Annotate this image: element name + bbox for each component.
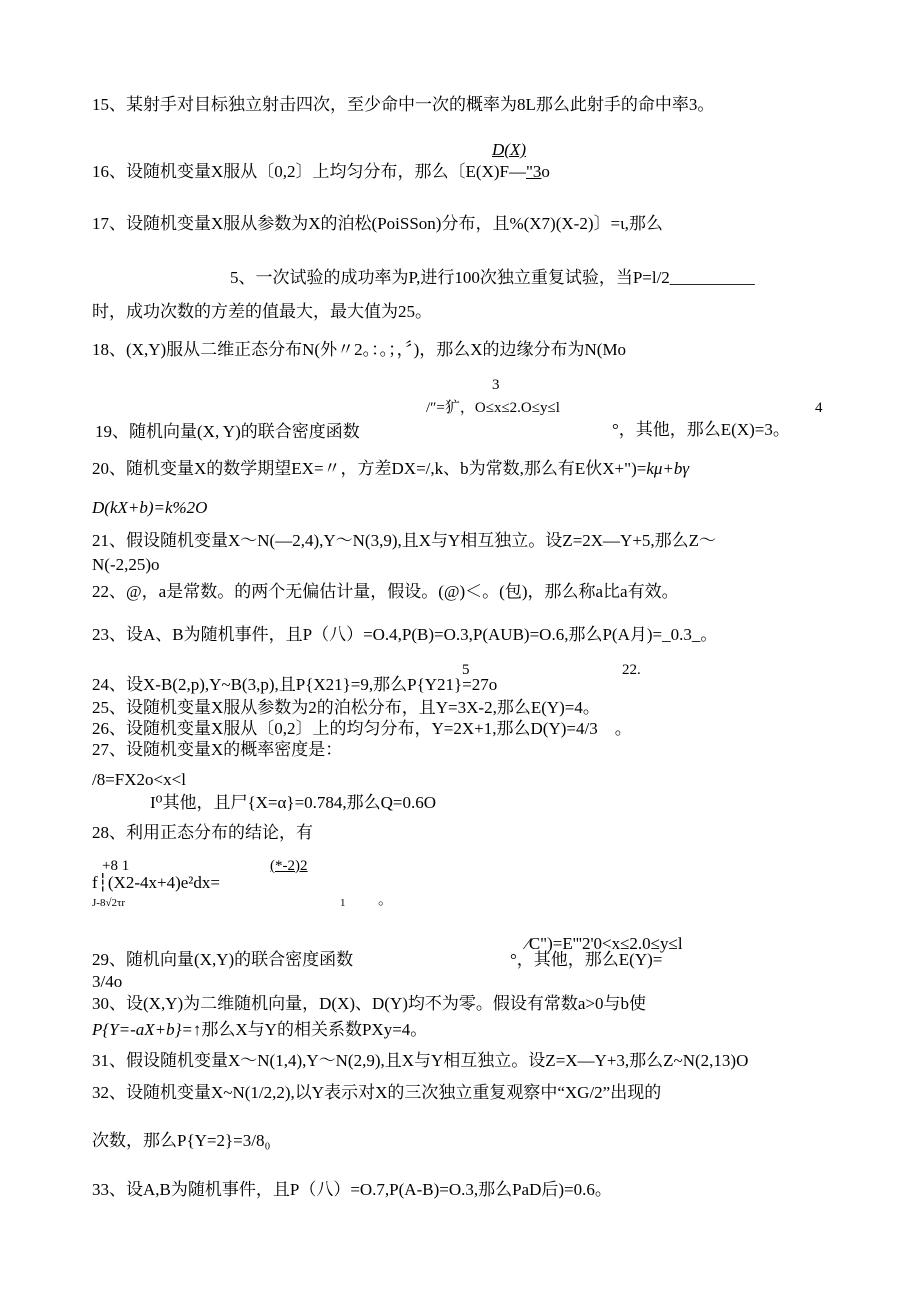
q19-superscript: 3 [492,377,500,393]
q28-exponent: (*-2)2 [270,858,308,874]
q29-answer: 3/4o [92,972,123,991]
q28-lower-limit: J-8√2τr [92,897,126,909]
q29-density-formula: ⁄C")=E'''2'0<x≤2.0≤y≤l [526,934,683,953]
q24-number-5: 5 [462,662,470,678]
question-32-line2: 次数，那么P{Y=2}=3/8₀ [92,1131,271,1150]
question-24: 24、设X-B(2,p),Y~B(3,p),且P{X21}=9,那么P{Y21}=27o [92,675,498,694]
question-26: 26、设随机变量X服从〔0,2〕上的均匀分布，Y=2X+1,那么D(Y)=4/3 。 [92,719,632,738]
question-23: 23、设A、B为随机事件，且P（八）=O.4,P(B)=O.3,P(AUB)=O.6,那么P(A月)=_0.3_。 [92,625,718,644]
q27-density: /8=FX2o<x<l [92,770,186,789]
question-31: 31、假设随机变量X～N(1,4),Y～N(2,9),且X与Y相互独立。设Z=X—Y+3,那么Z~N(2,13)O [92,1051,749,1070]
question-30-line1: 30、设(X,Y)为二维随机向量，D(X)、D(Y)均不为零。假设有常数a>0与b使 [92,994,647,1013]
question-25: 25、设随机变量X服从参数为2的泊松分布，且Y=3X-2,那么E(Y)=4。 [92,698,600,717]
question-5-line1: 5、一次试验的成功率为P,进行100次独立重复试验，当P=l/2__________ [230,268,755,287]
q19-right-number: 4 [815,400,823,416]
q30-probability: P{Y=-aX+b}=↑ [92,1020,202,1039]
question-5-line2: 时，成功次数的方差的值最大，最大值为25。 [92,302,432,321]
q16-fraction-numerator: D(X) [492,140,526,159]
q30-conclusion: 那么X与Y的相关系数PXy=4。 [201,1020,428,1039]
question-28: 28、利用正态分布的结论，有 [92,823,313,842]
q27-condition: I⁰其他，且尸{X=α}=0.784,那么Q=0.6O [150,793,437,812]
q20-variance: D(kX+b)=k%2O [92,498,208,517]
question-15: 15、某射手对目标独立射击四次，至少命中一次的概率为8L那么此射手的命中率3。 [92,95,715,114]
q19-tail: °，其他，那么E(X)=3。 [612,420,790,439]
question-18: 18、(X,Y)服从二维正态分布N(外〃2。：。；，〞)，那么X的边缘分布为N(Mo [92,340,627,359]
question-29: 29、随机向量(X,Y)的联合密度函数 [92,950,354,969]
question-16 [92,162,550,182]
question-21-line1: 21、假设随机变量X～N(—2,4),Y～N(3,9),且X与Y相互独立。设Z=2X—Y+5,那么Z～ [92,531,717,550]
question-21-line2: N(-2,25)o [92,555,160,574]
q20-expectation: kμ+bγ [646,459,690,478]
question-33: 33、设A,B为随机事件，且P（八）=O.7,P(A-B)=O.3,那么PaD后)=0.6。 [92,1180,612,1199]
question-17: 17、设随机变量X服从参数为X的泊松(PoiSSon)分布，且%(X7)(X-2)〕=ι,那么 [92,214,663,233]
question-19: 19、随机向量(X, Y)的联合密度函数 [95,422,360,441]
q28-upper-limit: +8 1 [102,858,130,874]
q28-period: 。 [378,892,394,908]
q29-tail: °，其他，那么E(Y)= [510,950,663,969]
q16-answer: "3 [525,162,542,181]
q16-tail: o [541,162,550,181]
question-30-line2 [92,1020,427,1040]
q24-number-22: 22. [622,662,641,678]
q28-denominator: 1 [340,897,346,909]
q20-text: 20、随机变量X的数学期望EX=〃，方差DX=/,k、b为常数,那么有E伙X+")= [92,459,647,478]
q28-integral: f┆(X2-4x+4)e²dx= [92,873,220,892]
question-22: 22、@，a是常数。的两个无偏估计量，假设。(@)＜。(包)，那么称a比a有效。 [92,582,679,601]
question-20 [92,459,689,479]
q19-density-formula: /″=犷，O≤x≤2.O≤y≤l [426,400,560,416]
question-32-line1: 32、设随机变量X~N(1/2,2),以Y表示对X的三次独立重复观察中“XG/2”出现的 [92,1083,662,1102]
question-27: 27、设随机变量X的概率密度是： [92,740,343,759]
q16-text: 16、设随机变量X服从〔0,2〕上均匀分布，那么〔E(X)F— [92,162,526,181]
